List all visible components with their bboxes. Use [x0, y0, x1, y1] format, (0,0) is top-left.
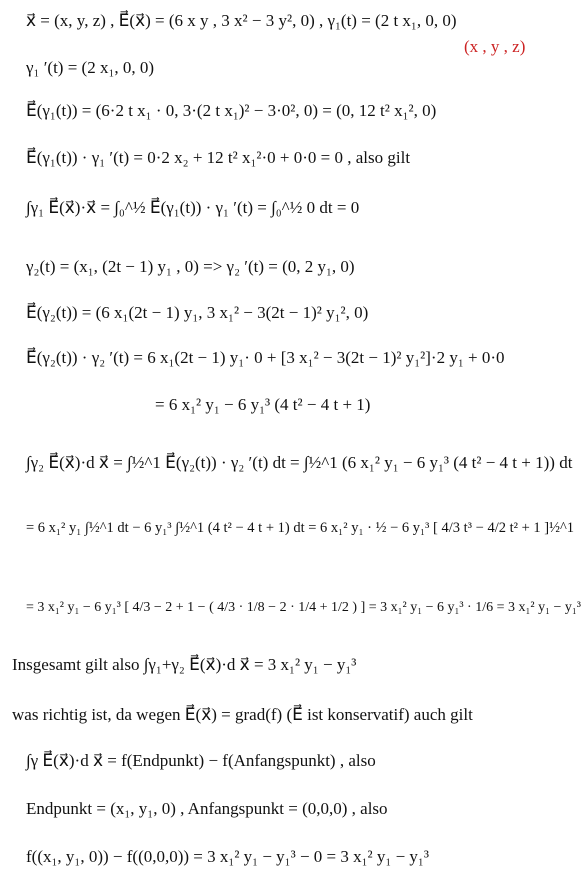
line-integral-2	[26, 452, 572, 474]
line-text: = 6 x₁² y₁ ∫½^1 dt − 6 y₁³ ∫½^1 (4 t² − 4 t + 1) dt = 6 x₁² y₁ · ½ − 6 y₁³ [ 4/3 t³ − 4/2 t² + 1 ]½^1	[26, 520, 575, 536]
line-dot-product-2	[26, 347, 505, 369]
line-endpoints	[26, 798, 388, 820]
line-justification	[12, 704, 473, 726]
line-text: E⃗(γ₂(t)) · γ₂ ′(t) = 6 x₁(2t − 1) y₁· 0 + [3 x₁² − 3(2t − 1)² y₁²]·2 y₁ + 0·0	[26, 348, 505, 367]
line-text: Insgesamt gilt also ∫γ₁+γ₂ E⃗(x⃗)·d x⃗ = 3 x₁² y₁ − y₁³	[12, 655, 357, 674]
line-text: = 6 x₁² y₁ − 6 y₁³ (4 t² − 4 t + 1)	[155, 395, 371, 414]
line-text: γ₁ ′(t) = (2 x₁, 0, 0)	[26, 58, 155, 77]
line-text: E⃗(γ₁(t)) = (6·2 t x₁ · 0, 3·(2 t x₁)² − 3·0², 0) = (0, 12 t² x₁², 0)	[26, 101, 437, 120]
line-final	[26, 846, 429, 868]
red-annotation	[464, 36, 525, 58]
line-text: E⃗(γ₂(t)) = (6 x₁(2t − 1) y₁, 3 x₁² − 3(2t − 1)² y₁², 0)	[26, 303, 369, 322]
line-total	[12, 654, 356, 676]
line-integral-2-result	[26, 597, 581, 619]
line-dot-product-2-simplified	[155, 394, 370, 416]
line-text: γ₂(t) = (x₁, (2t − 1) y₁ , 0) => γ₂ ′(t) = (0, 2 y₁, 0)	[26, 257, 355, 276]
line-dot-product-1	[26, 147, 410, 169]
line-text: = 3 x₁² y₁ − 6 y₁³ [ 4/3 − 2 + 1 − ( 4/3 · 1/8 − 2 · 1/4 + 1/2 ) ] = 3 x₁² y₁ − 6 y₁³ · 1/6 = 3 x₁² y₁ − y₁³	[26, 600, 581, 615]
line-text: Endpunkt = (x₁, y₁, 0) , Anfangspunkt = (0,0,0) , also	[26, 799, 388, 818]
line-text: E⃗(γ₁(t)) · γ₁ ′(t) = 0·2 x₂ + 12 t² x₁²·0 + 0·0 = 0 , also gilt	[26, 148, 411, 167]
line-integral-1	[26, 197, 359, 219]
line-text: ∫γ E⃗(x⃗)·d x⃗ = f(Endpunkt) − f(Anfangspunkt) , also	[26, 751, 376, 770]
line-gamma1-derivative	[26, 57, 154, 79]
line-gamma2	[26, 256, 355, 278]
line-text: (x , y , z)	[464, 37, 526, 56]
line-E-gamma1	[26, 100, 436, 122]
line-integral-2-eval	[26, 517, 574, 539]
line-text: ∫γ₂ E⃗(x⃗)·d x⃗ = ∫½^1 E⃗(γ₂(t)) · γ₂ ′(t) dt = ∫½^1 (6 x₁² y₁ − 6 y₁³ (4 t² − 4 t + 1)) dt	[26, 453, 573, 472]
line-text: ∫γ₁ E⃗(x⃗)·x⃗ = ∫₀^½ E⃗(γ₁(t)) · γ₁ ′(t) = ∫₀^½ 0 dt = 0	[26, 198, 360, 217]
line-definitions	[26, 10, 457, 32]
line-text: f((x₁, y₁, 0)) − f((0,0,0)) = 3 x₁² y₁ − y₁³ − 0 = 3 x₁² y₁ − y₁³	[26, 847, 429, 866]
line-text: was richtig ist, da wegen E⃗(x⃗) = grad(f) (E⃗ ist konservatif) auch gilt	[12, 705, 473, 724]
line-text: x⃗ = (x, y, z) , E⃗(x⃗) = (6 x y , 3 x² − 3 y², 0) , γ₁(t) = (2 t x₁, 0, 0)	[26, 11, 457, 30]
line-E-gamma2	[26, 302, 368, 324]
line-potential-formula	[26, 750, 376, 772]
